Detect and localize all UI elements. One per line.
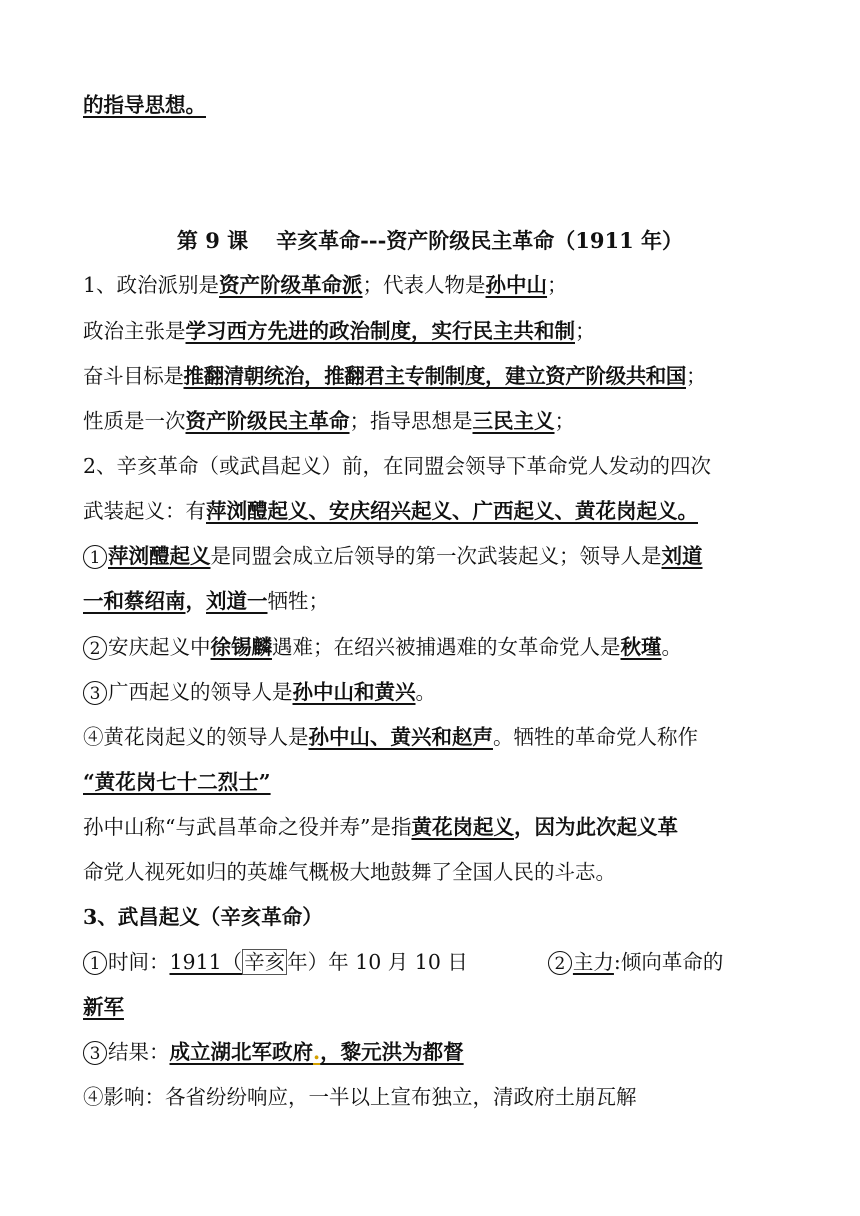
text: 结果： [108,1040,170,1064]
text: ， [185,589,206,613]
underlined-text: 1911（ [169,950,243,974]
text-line [83,1037,464,1067]
text: ； [686,364,707,388]
circled-number: 3 [83,681,107,705]
text-line [83,361,706,391]
text-line [83,406,575,436]
text: 孙中山称“与武昌革命之役并寿”是指 [83,815,412,839]
text-line [83,316,596,346]
section-title [0,226,860,256]
key-term: 孙中山 [485,273,548,297]
text-line [83,812,678,842]
lesson-title: 辛亥革命---资产阶级民主革命（1911 年） [276,228,684,253]
text: ，因为此次起义革 [513,815,678,839]
text: 奋斗目标是 [83,364,184,388]
key-term: 资产阶级民主革命 [185,409,350,433]
text-line [83,496,698,526]
text-line [83,722,698,752]
text-line: ④影响：各省纷纷响应，一半以上宣布独立，清政府土崩瓦解 [83,1085,637,1109]
text-line [83,947,723,977]
text: 是同盟会成立后领导的第一次武装起义；领导人是 [210,544,662,568]
key-term: 孙中山、黄兴和赵声 [308,725,493,749]
text: :倾向革命的 [613,950,724,974]
text-line [83,677,436,707]
key-term: 一和蔡绍南 [83,589,186,613]
text: 安庆起义中 [108,635,211,659]
text-line: 命党人视死如归的英雄气概极大地鼓舞了全国人民的斗志。 [83,860,616,884]
key-term: 秋瑾 [620,635,662,659]
subsection-heading: 3、武昌起义（辛亥革命） [83,905,323,929]
text: 时间： [108,950,170,974]
text-line [83,632,682,662]
text: 年）年 10 月 10 日 [287,950,468,974]
text-line [83,541,703,571]
lesson-number: 第 9 课 [176,228,249,253]
key-term: 三民主义 [472,409,555,433]
key-term: 资产阶级革命派 [219,273,363,297]
key-term: 徐锡麟 [210,635,272,659]
text: 牺牲； [267,589,329,613]
key-term: 学习西方先进的政治制度，实行民主共和制 [185,319,575,343]
text: ； [575,319,596,343]
key-term: 孙中山和黄兴 [292,680,416,704]
circled-number: 3 [83,1041,107,1065]
text: ④黄花岗起义的领导人是 [83,725,309,749]
text: 武装起义：有 [83,499,206,523]
underlined-text: 主力 [572,950,614,974]
text: 。 [661,635,682,659]
key-term: ，黎元洪为都督 [320,1040,464,1064]
text: 。牺牲的革命党人称作 [493,725,698,749]
text: 性质是一次 [83,409,186,433]
text: 广西起义的领导人是 [108,680,293,704]
text: 1、政治派别是 [83,273,220,297]
circled-number: 2 [548,951,572,975]
text-line: 2、辛亥革命（或武昌起义）前，在同盟会领导下革命党人发动的四次 [83,454,712,478]
text: 。 [415,680,436,704]
key-term: 黄花岗起义 [411,815,514,839]
key-term: 成立湖北军政府 [169,1040,313,1064]
text: ； [547,273,568,297]
text: ；代表人物是 [362,273,486,297]
key-term: 推翻清朝统治，推翻君主专制制度，建立资产阶级共和国 [183,364,686,388]
key-term: 刘道一 [206,589,268,613]
circled-number: 1 [83,951,107,975]
key-term: 萍浏醴起义、安庆绍兴起义、广西起义、黄花岗起义。 [206,499,698,523]
boxed-text: 辛亥 [244,950,286,974]
key-term: 新军 [83,995,124,1019]
circled-number: 2 [83,636,107,660]
key-term: “黄花岗七十二烈士” [83,770,271,794]
text: ；指导思想是 [349,409,473,433]
text-line: 的指导思想。 [83,93,206,117]
key-term: 萍浏醴起义 [108,544,211,568]
key-term: 刘道 [661,544,703,568]
circled-number: 1 [83,545,107,569]
text-line [83,270,568,300]
text: . [313,1040,321,1064]
text: 遇难；在绍兴被捕遇难的女革命党人是 [272,635,621,659]
text: ； [554,409,575,433]
text-line [83,586,329,616]
text: 政治主张是 [83,319,186,343]
